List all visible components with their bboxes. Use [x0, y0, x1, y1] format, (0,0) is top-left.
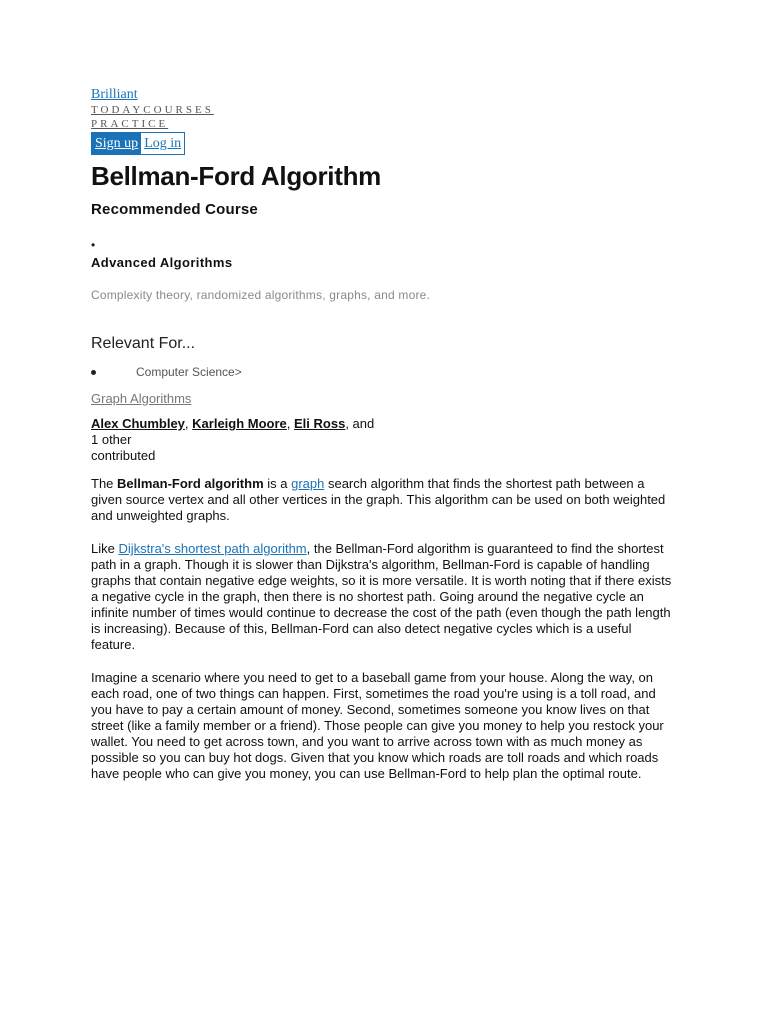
- signup-button[interactable]: Sign up: [92, 133, 141, 154]
- nav-row-top: [91, 103, 676, 117]
- other-contributors-link[interactable]: 1 other: [91, 432, 132, 447]
- course-bullet: •: [91, 238, 96, 252]
- text-span: The: [91, 476, 118, 491]
- text-span: Like: [91, 541, 119, 556]
- nav-today-link[interactable]: TODAY: [91, 104, 144, 116]
- article-content: [91, 86, 676, 782]
- computer-science-link[interactable]: Computer Science: [136, 365, 235, 379]
- recommended-course-heading: Recommended Course: [91, 201, 258, 218]
- contributor-link[interactable]: Alex Chumbley: [91, 416, 185, 431]
- breadcrumb-separator: >: [234, 365, 242, 379]
- graph-algorithms-link[interactable]: Graph Algorithms: [91, 391, 192, 406]
- brand-link[interactable]: Brilliant: [91, 87, 138, 102]
- text-span: , the Bellman-Ford algorithm is guaranteed to find the shortest path in a graph. Though it is slower than Dijkstra's algorithm, Bellman-Ford is capable of handling graphs that contain negative edge weights, so it is more versatile. It is worth noting that if there exists a negative cycle in the graph, then there is no shortest path. Going around the negative cycle an infinite number of times would continue to decrease the cost of the path (even though the path length is increasing). Because of this, Bellman-Ford can also detect negative cycles which is a useful feature.: [91, 541, 672, 652]
- paragraph-scenario: Imagine a scenario where you need to get to a baseball game from your house. Along the way, on each road, one of two things can happen. First, sometimes the road you're using is a toll road, and you have to pay a certain amount of money. Second, sometimes someone you know lives on that street (like a family member or a friend). Those people can give you money to help you restock your wallet. You need to get across town, and you want to arrive across town with as much money as possible so you can buy hot dogs. Given that you know which roads are toll roads and which roads have people who can give you money, you can use Bellman-Ford to help plan the optimal route.: [91, 670, 664, 781]
- contributed-label: contributed: [91, 448, 156, 463]
- login-button[interactable]: Log in: [141, 133, 184, 154]
- course-list: [91, 240, 676, 250]
- paragraph-intro: [91, 476, 676, 524]
- contributor-and: , and: [345, 416, 375, 431]
- page-title: Bellman-Ford Algorithm: [91, 161, 381, 191]
- nav-courses-link[interactable]: COURSES: [143, 104, 214, 116]
- nav-row-bottom: [91, 117, 676, 131]
- bold-term: Bellman-Ford algorithm: [117, 476, 264, 491]
- contributor-separator: ,: [286, 416, 295, 431]
- contributors-line: [91, 416, 676, 432]
- relevant-for-heading: Relevant For...: [91, 335, 196, 352]
- text-span: is a: [263, 476, 292, 491]
- contributors: [91, 416, 676, 464]
- course-title-link[interactable]: Advanced Algorithms: [91, 255, 233, 270]
- dijkstra-link[interactable]: Dijkstra's shortest path algorithm: [118, 541, 307, 556]
- graph-link[interactable]: graph: [291, 476, 325, 491]
- list-item: [91, 365, 676, 379]
- paragraph-dijkstra: [91, 541, 676, 653]
- contributor-separator: ,: [184, 416, 193, 431]
- course-description: Complexity theory, randomized algorithms, graphs, and more.: [91, 288, 431, 302]
- relevant-list: [91, 365, 676, 379]
- text-span: search algorithm that finds the shortest path between a given source vertex and all other vertices in the graph. This algorithm can be used on both weighted and unweighted graphs.: [91, 476, 666, 523]
- bullet-icon: [91, 370, 96, 375]
- contributor-link[interactable]: Karleigh Moore: [192, 416, 287, 431]
- auth-buttons: [91, 132, 185, 155]
- contributor-link[interactable]: Eli Ross: [294, 416, 346, 431]
- nav-practice-link[interactable]: PRACTICE: [91, 118, 169, 130]
